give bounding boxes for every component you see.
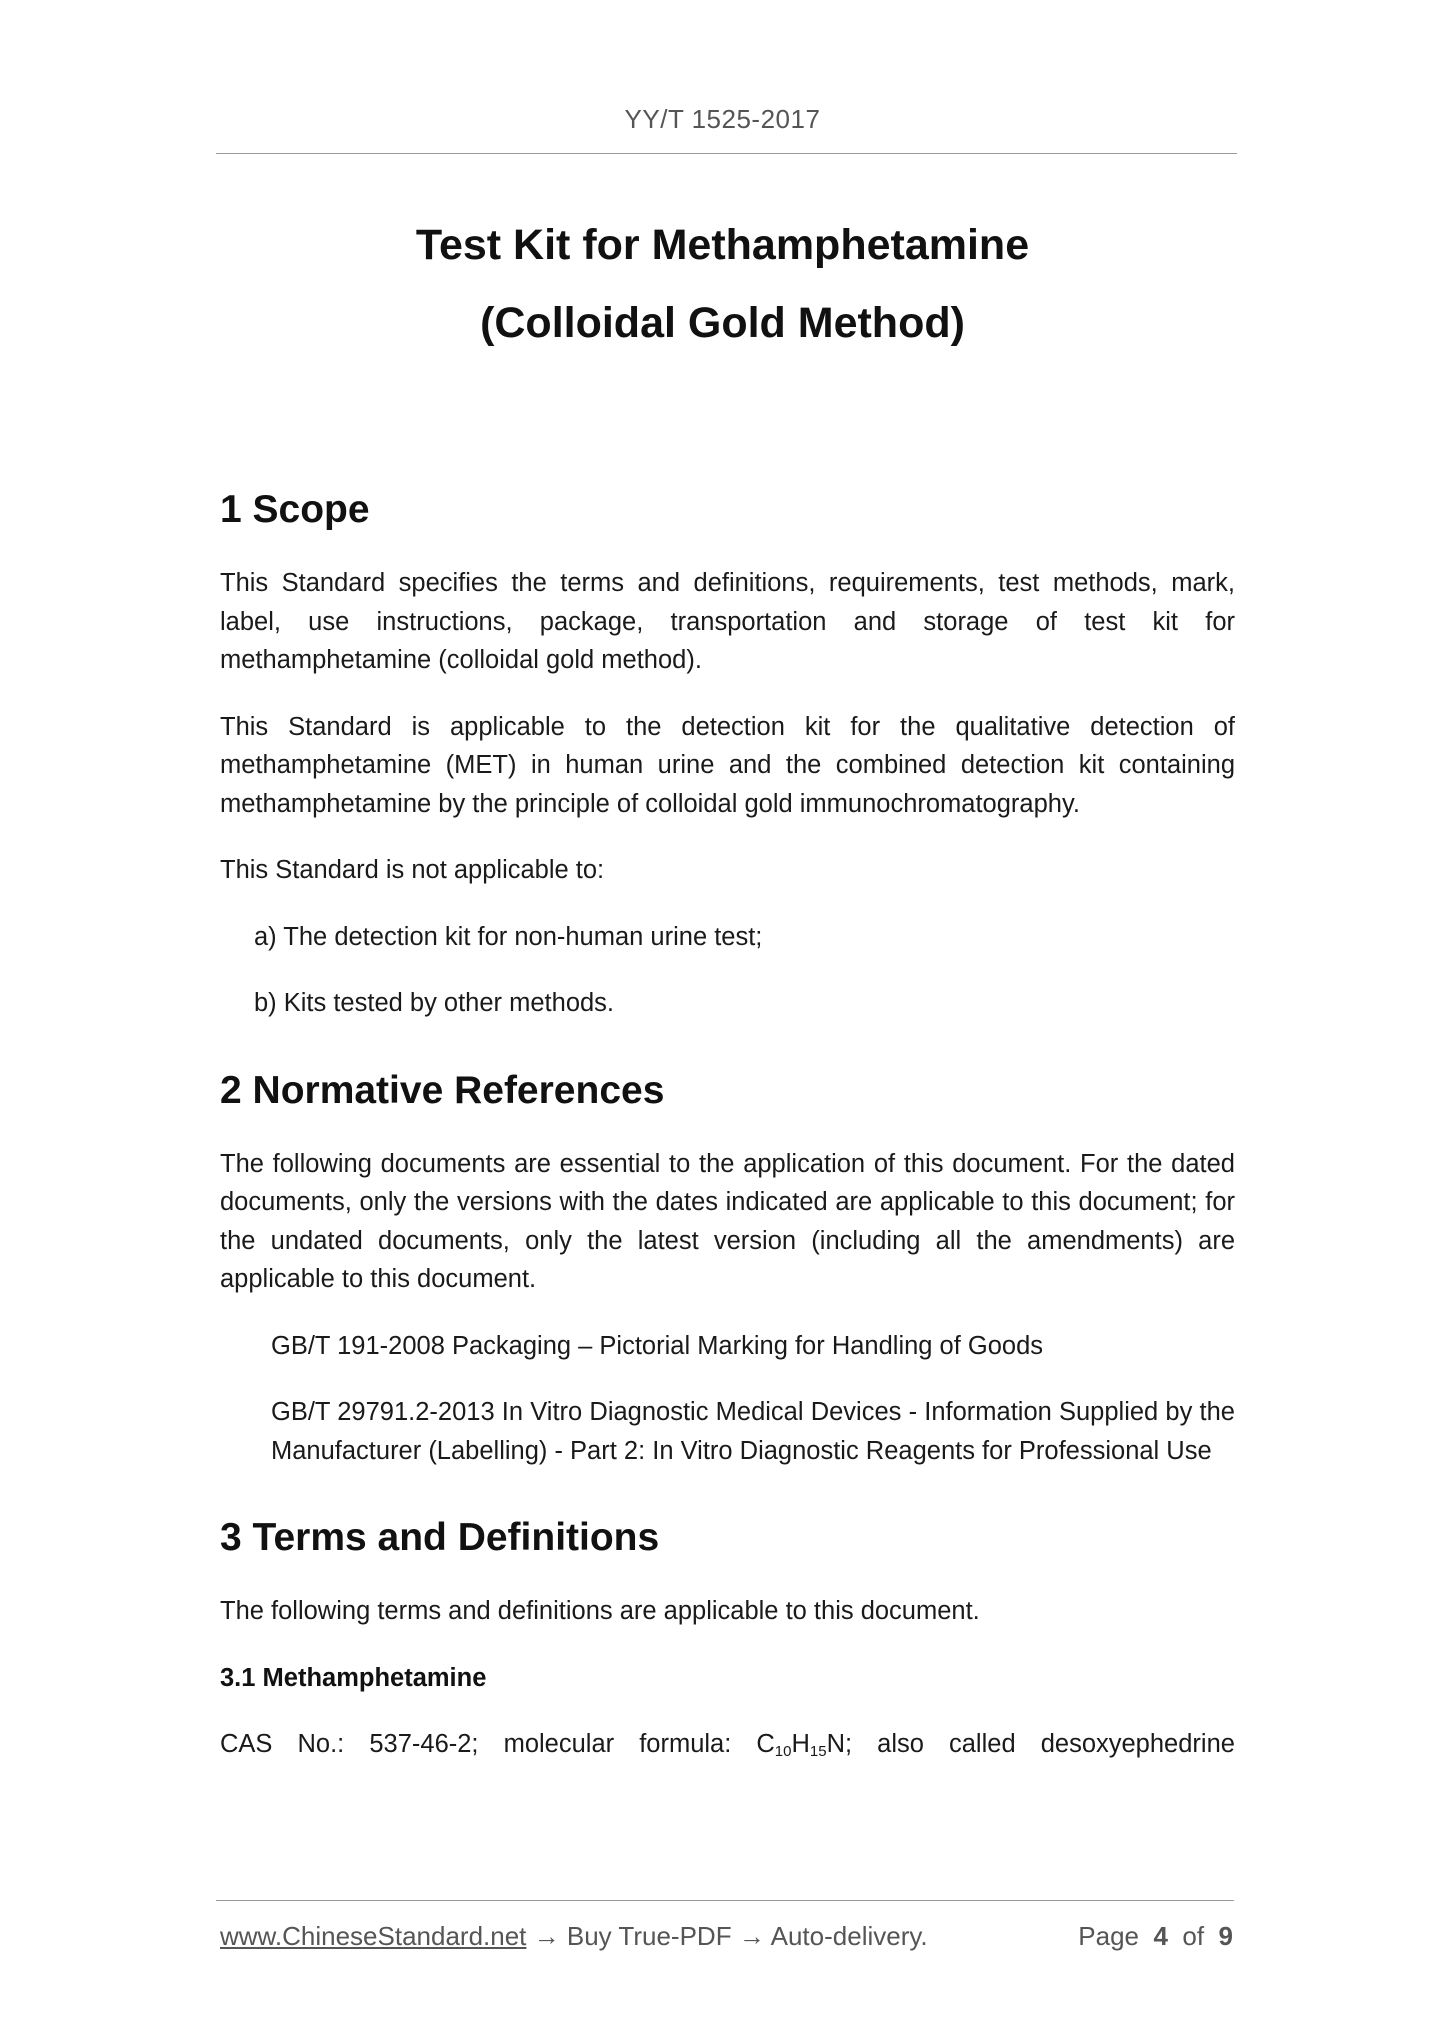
terms-paragraph: The following terms and definitions are applicable to this document. — [220, 1597, 980, 1625]
section-heading-normative-references: 2 Normative References — [220, 1068, 665, 1112]
cas-word: No.: — [297, 1730, 345, 1758]
reference-item: GB/T 29791.2-2013 In Vitro Diagnostic Medical Devices - Information Supplied by the Manufacturer (Labelling) - Part 2: In Vitro Diagnostic Reagents for Professional Use — [271, 1398, 1235, 1465]
header-divider — [216, 153, 1237, 154]
reference-item: GB/T 191-2008 Packaging – Pictorial Marking for Handling of Goods — [271, 1331, 1044, 1360]
section-heading-terms-definitions: 3 Terms and Definitions — [220, 1516, 660, 1559]
arrow-icon: → — [738, 1921, 765, 1951]
molecular-formula: $C_{10}H_{15}N$; — [756, 1730, 853, 1760]
subsection-heading-methamphetamine: 3.1 Methamphetamine — [220, 1663, 487, 1692]
cas-word: CAS — [220, 1730, 273, 1758]
document-title — [0, 206, 1445, 362]
footer-left — [220, 1921, 928, 1952]
document-body — [220, 480, 1235, 1772]
references-paragraph: The following documents are essential to the application of this document. For the dated documents, only the versions with the dates indicated are applicable to this document; for the undated documents, only the latest version (including all the amendments) are applicable to this document. — [220, 1149, 1235, 1293]
cas-word: desoxyephedrine — [1040, 1730, 1235, 1758]
cas-definition-line — [220, 1725, 1235, 1772]
cas-word: 537-46-2; — [369, 1730, 479, 1758]
scope-paragraph-1: This Standard specifies the terms and definitions, requirements, test methods, mark, label, use instructions, package, transportation and storage of test kit for methamphetamine (colloidal gold method). — [220, 569, 1235, 674]
page-number: Page 4 of 9 — [1078, 1921, 1233, 1951]
scope-paragraph-3: This Standard is not applicable to: — [220, 856, 605, 884]
scope-paragraph-2: This Standard is applicable to the detection kit for the qualitative detection of methamphetamine (MET) in human urine and the combined detection kit containing methamphetamine by the principle of colloidal gold immunochromatography. — [220, 712, 1235, 818]
arrow-icon: → — [533, 1921, 560, 1951]
current-page: 4 — [1153, 1921, 1168, 1951]
list-item: a) The detection kit for non-human urine test; — [254, 922, 763, 951]
header-doc-code: YY/T 1525-2017 — [624, 104, 821, 134]
cas-word: called — [949, 1730, 1016, 1758]
cas-word: also — [877, 1730, 924, 1758]
page-footer — [220, 1921, 1233, 1952]
buy-text: Buy True-PDF — [566, 1921, 732, 1951]
delivery-text: Auto-delivery. — [770, 1921, 928, 1951]
total-pages: 9 — [1218, 1921, 1233, 1951]
footer-divider — [216, 1900, 1234, 1901]
title-line-2: (Colloidal Gold Method) — [480, 299, 965, 347]
cas-word: molecular — [503, 1730, 615, 1758]
section-heading-scope: 1 Scope — [220, 488, 370, 531]
website-link[interactable]: www.ChineseStandard.net — [220, 1921, 527, 1951]
cas-word: formula: — [639, 1730, 732, 1758]
list-item: b) Kits tested by other methods. — [254, 989, 615, 1017]
title-line-1: Test Kit for Methamphetamine — [415, 221, 1030, 269]
